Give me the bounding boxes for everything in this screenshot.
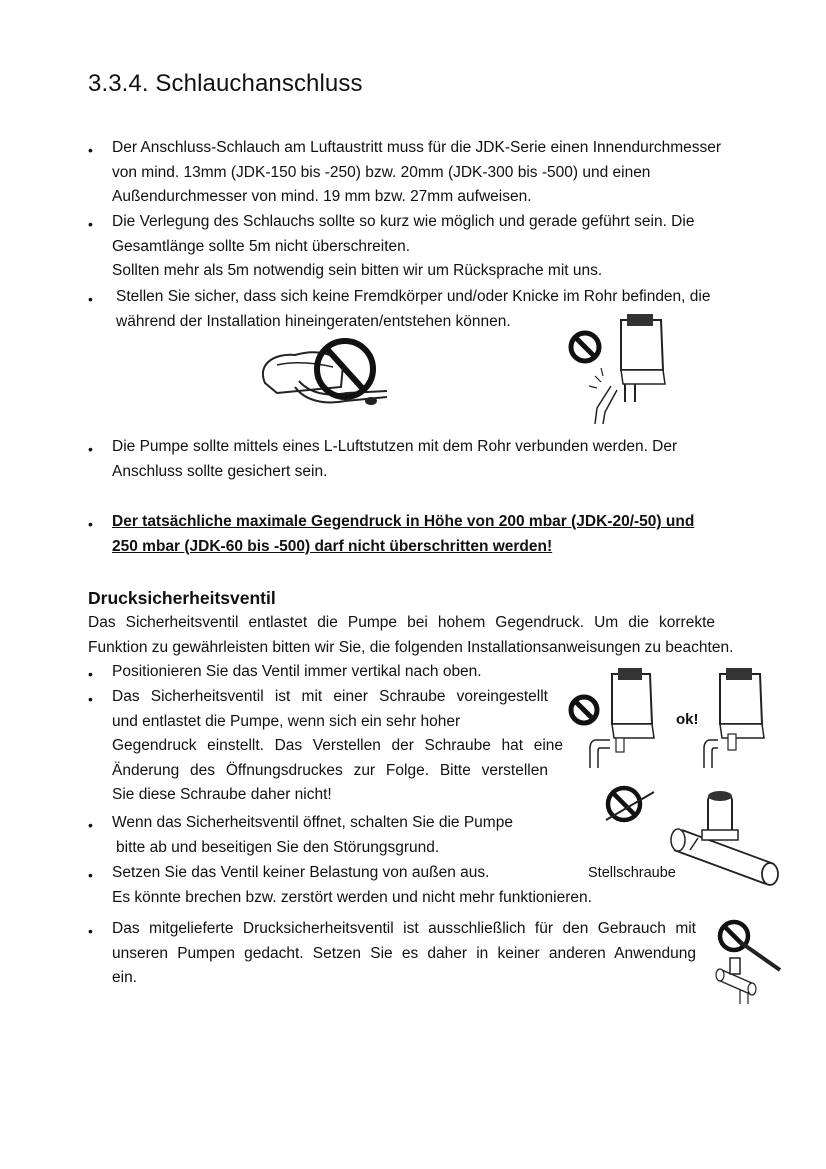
bullet-icon: • <box>88 817 93 833</box>
text-line: Änderung des Öffnungsdruckes zur Folge. Bitte verstellen <box>112 761 548 779</box>
text-line: und entlastet die Pumpe, wenn sich ein sehr hoher <box>112 712 461 730</box>
bullet-icon: • <box>88 666 93 682</box>
valve-bullet-exclusive-use <box>112 917 696 991</box>
bullet-icon: • <box>88 441 93 457</box>
text-line: Wenn das Sicherheitsventil öffnet, schalten Sie die Pumpe <box>112 814 513 831</box>
bullet-l-connector <box>112 435 677 484</box>
text-line: Gegendruck einstellt. Das Verstellen der Schraube hat eine <box>112 737 563 754</box>
valve-heading: Drucksicherheitsventil <box>88 588 276 608</box>
pump-valve-ok-figure <box>700 664 790 774</box>
text-line: Sollten mehr als 5m notwendig sein bitten wir um Rücksprache mit uns. <box>112 262 603 279</box>
text-line: Der tatsächliche maximale Gegendruck in Höhe von 200 mbar (JDK-20/-50) und <box>112 513 695 530</box>
text-line: ein. <box>112 969 137 986</box>
text-line: Die Verlegung des Schlauchs sollte so kurz wie möglich und gerade geführt sein. Die <box>112 213 695 230</box>
bullet-icon: • <box>88 867 93 883</box>
text-line: 250 mbar (JDK-60 bis -500) darf nicht überschritten werden! <box>112 537 553 555</box>
text-line: Sie diese Schraube daher nicht! <box>112 786 332 803</box>
bullet-hose-routing <box>112 210 694 284</box>
bullet-max-backpressure-warning <box>112 510 694 559</box>
bullet-icon: • <box>88 691 93 707</box>
valve-tool-prohibited-figure <box>710 910 790 1010</box>
text-line: Stellen Sie sicher, dass sich keine Fremdkörper und/oder Knicke im Rohr befinden, die <box>116 288 711 305</box>
kinked-hose-figure <box>255 335 395 405</box>
text-line: Funktion zu gewährleisten bitten wir Sie, die folgenden Installationsanweisungen zu beachten. <box>88 638 734 656</box>
valve-intro <box>88 611 733 660</box>
text-line: Anschluss sollte gesichert sein. <box>112 462 328 480</box>
text-line: Das Sicherheitsventil entlastet die Pumpe bei hohem Gegendruck. Um die korrekte <box>88 614 715 631</box>
text-line: während der Installation hineingeraten/entstehen können. <box>116 312 511 330</box>
section-title: 3.3.4. Schlauchanschluss <box>88 70 363 97</box>
text-line: von mind. 13mm (JDK-150 bis -250) bzw. 20mm (JDK-300 bis -500) und einen <box>112 163 651 181</box>
text-line: Es könnte brechen bzw. zerstört werden und nicht mehr funktionieren. <box>112 888 592 906</box>
bullet-icon: • <box>88 291 93 307</box>
text-line: Gesamtlänge sollte 5m nicht überschreiten. <box>112 237 411 255</box>
valve-bullet-no-load <box>112 861 592 910</box>
bullet-icon: • <box>88 516 93 532</box>
valve-bullet-opens <box>112 811 513 860</box>
text-line: Der Anschluss-Schlauch am Luftaustritt muss für die JDK-Serie einen Innendurchmesser <box>112 139 722 156</box>
text-line: Setzen Sie das Ventil keiner Belastung von außen aus. <box>112 864 490 881</box>
text-line: Positionieren Sie das Ventil immer vertikal nach oben. <box>112 663 482 680</box>
bullet-hose-diameter <box>112 136 721 210</box>
pump-bad-connection-figure <box>565 312 675 427</box>
text-line: Das mitgelieferte Drucksicherheitsventil ist ausschließlich für den Gebrauch mit <box>112 920 696 937</box>
bullet-icon: • <box>88 923 93 939</box>
bullet-icon: • <box>88 142 93 158</box>
text-line: bitte ab und beseitigen Sie den Störungsgrund. <box>116 838 440 856</box>
text-line: unseren Pumpen gedacht. Setzen Sie es daher in keiner anderen Anwendung <box>112 944 696 962</box>
pump-valve-wrong-figure <box>566 664 676 774</box>
bullet-icon: • <box>88 216 93 232</box>
text-line: Das Sicherheitsventil ist mit einer Schraube voreingestellt <box>112 688 548 705</box>
adjusting-screw-label: Stellschraube <box>588 865 676 881</box>
valve-bullet-screw <box>112 685 563 808</box>
text-line: Außendurchmesser von mind. 19 mm bzw. 27mm aufweisen. <box>112 188 532 205</box>
text-line: Die Pumpe sollte mittels eines L-Luftstutzen mit dem Rohr verbunden werden. Der <box>112 438 678 455</box>
valve-bullet-vertical <box>112 660 482 685</box>
ok-label: ok! <box>676 711 699 728</box>
